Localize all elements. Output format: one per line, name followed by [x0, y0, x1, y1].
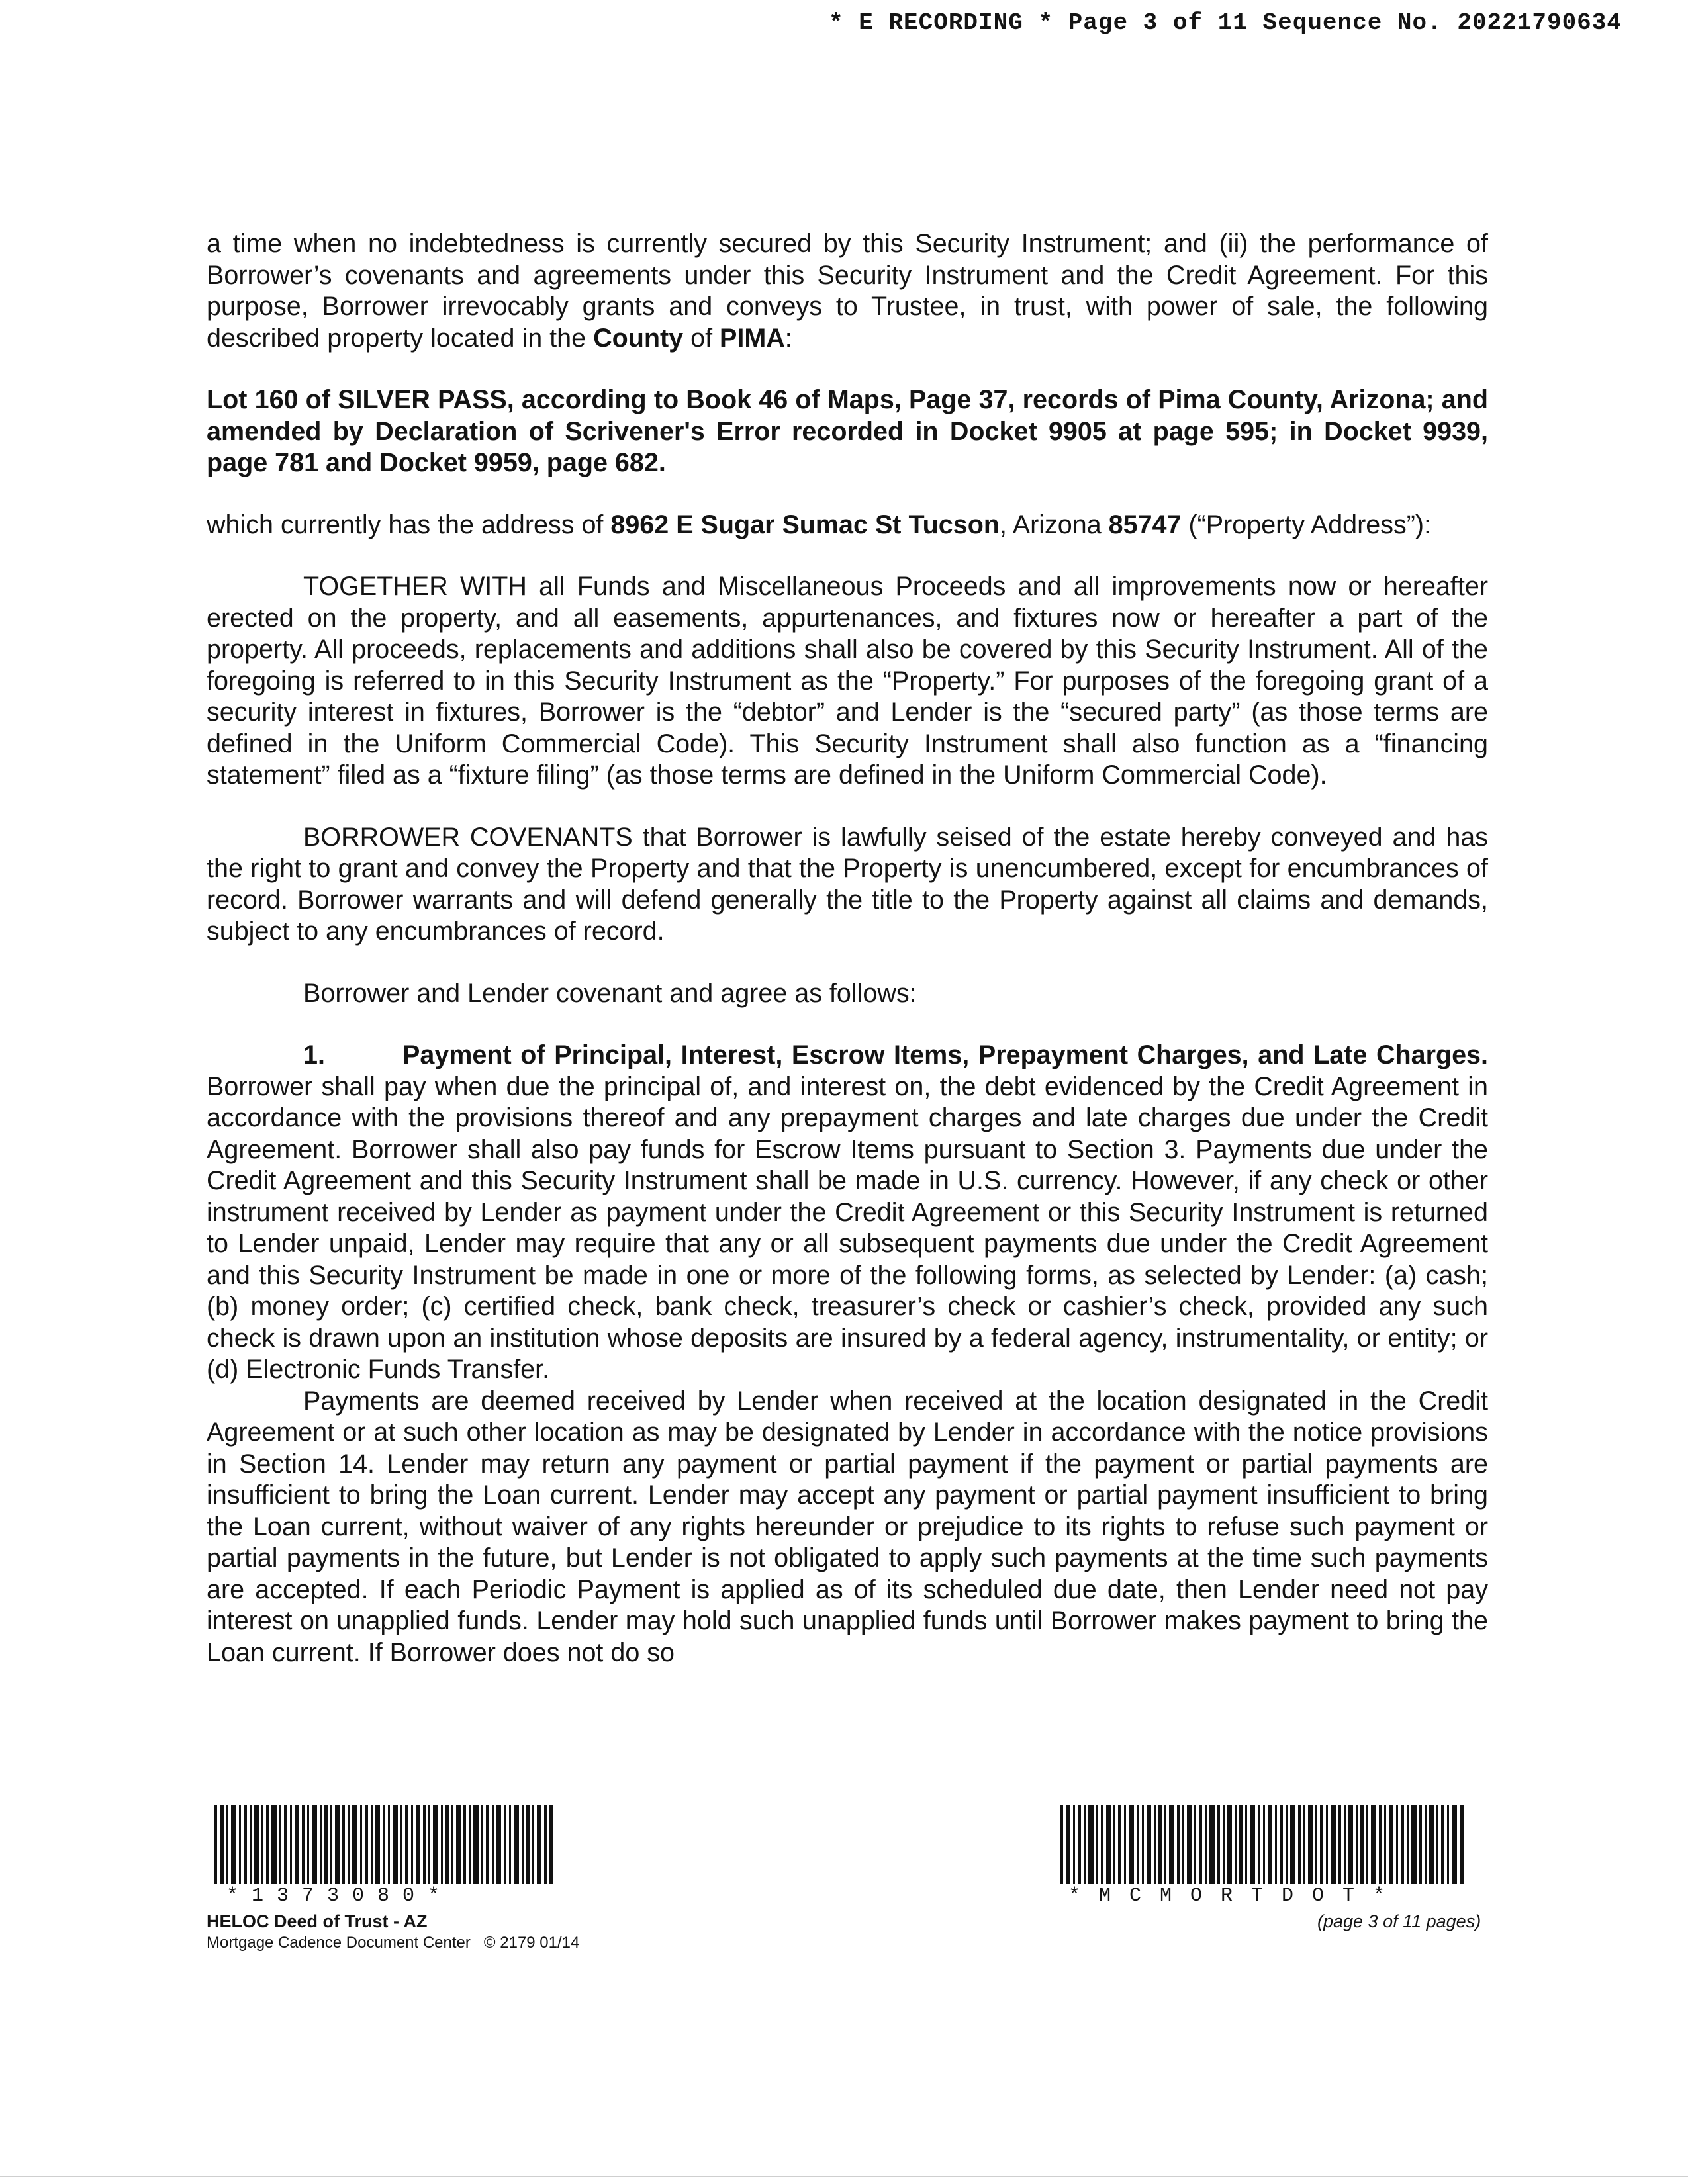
- county-label: County: [593, 323, 684, 353]
- covenant-intro: Borrower and Lender covenant and agree as follows:: [303, 978, 917, 1008]
- together-with-paragraph: TOGETHER WITH all Funds and Miscellaneous Proceeds and all improvements now or hereafter erected on the property, and all easements, appurtenances, and fixtures now or hereafter a part of the property. All proceeds, replacements and additions shall also be covered by this Security Instrument. All of the foregoing is referred to in this Security Instrument as the “Property.” For purposes of the foregoing grant of a security interest in fixtures, Borrower is the “debtor” and Lender is the “secured party” (as those terms are defined in the Uniform Commercial Code). This Security Instrument shall also function as a “financing statement” filed as a “fixture filing” (as those terms are defined in the Uniform Commercial Code).: [207, 572, 1488, 790]
- bottom-scan-edge: [0, 2176, 1688, 2177]
- intro-paragraph: a time when no indebtedness is currently secured by this Security Instrument; and (ii) the performance of Borrower’s covenants and agreements under this Security Instrument and the Credit Agreement. For this purpose, Borrower irrevocably grants and conveys to Trustee, in trust, with power of sale, the following described property located in the County of PIMA:: [207, 229, 1488, 353]
- form-center: Mortgage Cadence Document Center © 2179 01/14: [207, 1934, 580, 1952]
- payments-paragraph: Payments are deemed received by Lender when received at the location designated in the Credit Agreement or at such other location as may be designated by Lender in accordance with the notice provisions in Section 14. Lender may return any payment or partial payment if the payment or partial payments are insufficient to bring the Loan current. Lender may accept any payment or partial payment insufficient to bring the Loan current, without waiver of any rights hereunder or prejudice to its rights to refuse such payment or partial payments in the future, but Lender is not obligated to apply such payments at the time such payments are accepted. If each Periodic Payment is applied as of its scheduled due date, then Lender need not pay interest on unapplied funds. Lender may hold such unapplied funds until Borrower makes payment to bring the Loan current. If Borrower does not do so: [207, 1386, 1488, 1667]
- section-1-number: 1.: [303, 1040, 325, 1069]
- property-street-city: 8962 E Sugar Sumac St Tucson: [610, 510, 1000, 539]
- barcode-left: [214, 1805, 555, 1884]
- property-address-paragraph: which currently has the address of 8962 E Sugar Sumac St Tucson, Arizona 85747 (“Property Address”):: [207, 510, 1432, 539]
- section-1-title: Payment of Principal, Interest, Escrow Items, Prepayment Charges, and Late Charges.: [402, 1040, 1488, 1069]
- section-1-paragraph: 1. Payment of Principal, Interest, Escrow Items, Prepayment Charges, and Late Charges. Borrower shall pay when due the principal of, and interest on, the debt evidenced by the Credit Agreement in accordance with the provisions thereof and any prepayment charges and late charges due under the Credit Agreement. Borrower shall also pay funds for Escrow Items pursuant to Section 3. Payments due under the Credit Agreement and this Security Instrument shall be made in U.S. currency. However, if any check or other instrument received by Lender as payment under the Credit Agreement or this Security Instrument is returned to Lender unpaid, Lender may require that any or all subsequent payments due under the Credit Agreement and this Security Instrument be made in one or more of the following forms, as selected by Lender: (a) cash; (b) money order; (c) certified check, bank check, treasurer’s check or cashier’s check, provided any such check is drawn upon an institution whose deposits are insured by a federal agency, instrumentality, or entity; or (d) Electronic Funds Transfer.: [207, 1040, 1488, 1384]
- property-zip: 85747: [1108, 510, 1182, 539]
- county-name: PIMA: [720, 323, 785, 353]
- recording-header: * E RECORDING * Page 3 of 11 Sequence No. 20221790634: [829, 9, 1622, 36]
- barcode-right: [1060, 1805, 1464, 1884]
- form-code: © 2179 01/14: [483, 1934, 580, 1952]
- borrower-covenants-paragraph: BORROWER COVENANTS that Borrower is lawfully seised of the estate hereby conveyed and has the right to grant and convey the Property and that the Property is unencumbered, except for encumbrances of record. Borrower warrants and will defend generally the title to the Property against all claims and demands, subject to any encumbrances of record.: [207, 822, 1488, 946]
- barcode-right-graphic: [1060, 1805, 1464, 1884]
- barcode-left-graphic: [214, 1805, 555, 1884]
- document-body: [207, 228, 1488, 1668]
- legal-description: Lot 160 of SILVER PASS, according to Book 46 of Maps, Page 37, records of Pima County, Arizona; and amended by Declaration of Scrivener's Error recorded in Docket 9905 at page 595; in Docket 9939, page 781 and Docket 9959, page 682.: [207, 385, 1488, 477]
- page-count-note: (page 3 of 11 pages): [1317, 1911, 1481, 1931]
- barcode-right-caption: *MCMORTDOT*: [1068, 1885, 1404, 1907]
- barcode-left-caption: *1373080*: [226, 1885, 453, 1907]
- form-name: HELOC Deed of Trust - AZ: [207, 1911, 428, 1931]
